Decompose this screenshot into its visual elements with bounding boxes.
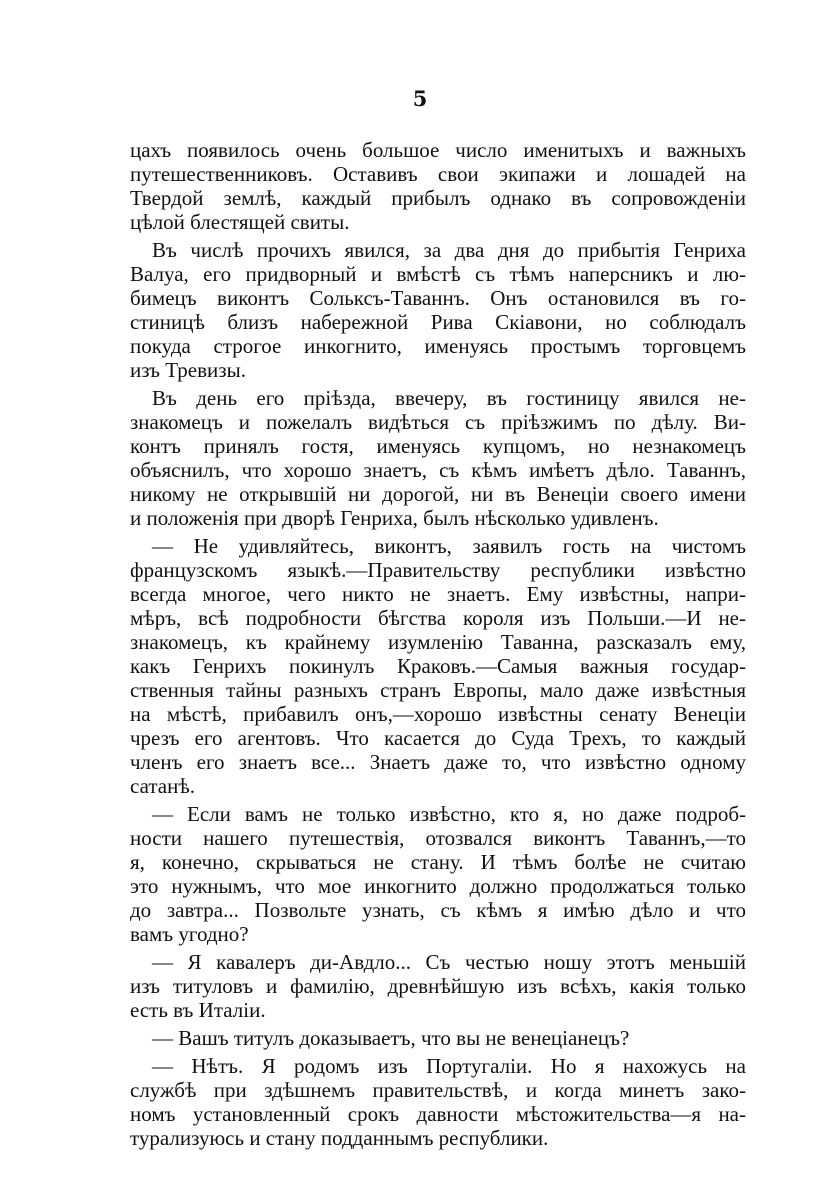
text-line: контъ принялъ гостя, именуясь купцомъ, но незнакомецъ [130,434,746,458]
paragraph [130,802,746,946]
text-line: сатанѣ. [130,774,195,798]
paragraph [130,238,746,382]
text-line: вамъ угодно? [130,922,249,946]
text-line: ственныя тайны разныхъ странъ Европы, мало даже извѣстныя [130,678,746,702]
text-line: Въ день его пріѣзда, ввечеру, въ гостиницу явился не- [152,386,746,410]
text-line: Въ числѣ прочихъ явился, за два дня до прибытія Генриха [152,238,746,262]
text-line: чрезъ его агентовъ. Что касается до Суда Трехъ, то каждый [130,726,746,750]
text-line: изъ титуловъ и фамилію, древнѣйшую изъ всѣхъ, какія только [130,974,746,998]
text-line: членъ его знаетъ все... Знаетъ даже то, что извѣстно одному [130,750,746,774]
paragraph [130,138,746,234]
text-line: — Вашъ титулъ доказываетъ, что вы не венеціанецъ? [152,1026,630,1050]
text-line: французскомъ языкѣ.—Правительству республики извѣстно [130,558,746,582]
text-line: до завтра... Позвольте узнать, съ кѣмъ я имѣю дѣло и что [130,898,746,922]
text-line: — Я кавалеръ ди-Авдло... Съ честью ношу этотъ меньшій [152,950,746,974]
text-line: цѣлой блестящей свиты. [130,210,350,234]
text-line: никому не открывшій ни дорогой, ни въ Венеціи своего имени [130,482,746,506]
text-line: и положенія при дворѣ Генриха, былъ нѣсколько удивленъ. [130,506,659,530]
text-line: службѣ при здѣшнемъ правительствѣ, и когда минетъ зако- [130,1078,746,1102]
text-line: Твердой землѣ, каждый прибылъ однако въ сопровожденіи [130,186,746,210]
text-line: — Нѣтъ. Я родомъ изъ Португаліи. Но я нахожусь на [152,1054,746,1078]
text-line: есть въ Италіи. [130,998,266,1022]
text-line: турализуюсь и стану подданнымъ республики. [130,1126,549,1150]
text-line: объяснилъ, что хорошо знаетъ, съ кѣмъ имѣетъ дѣло. Таваннъ, [130,458,746,482]
text-line: ности нашего путешествія, отозвался виконтъ Таваннъ,—то [130,826,746,850]
text-line: я, конечно, скрываться не стану. И тѣмъ болѣе не считаю [130,850,746,874]
text-line: это нужнымъ, что мое инкогнито должно продолжаться только [130,874,746,898]
paragraph [130,1054,746,1150]
text-line: знакомецъ и пожелалъ видѣться съ пріѣзжимъ по дѣлу. Ви- [130,410,746,434]
text-line: какъ Генрихъ покинулъ Краковъ.—Самыя важныя государ- [130,654,746,678]
text-line: цахъ появилось очень большое число именитыхъ и важныхъ [130,138,746,162]
paragraph [130,386,746,530]
page-number: 5 [412,86,428,111]
paragraph [130,534,746,798]
text-line: мѣръ, всѣ подробности бѣгства короля изъ Польши.—И не- [130,606,746,630]
text-line: на мѣстѣ, прибавилъ онъ,—хорошо извѣстны сенату Венеціи [130,702,746,726]
text-line: Валуа, его придворный и вмѣстѣ съ тѣмъ наперсникъ и лю- [130,262,746,286]
text-line: покуда строгое инкогнито, именуясь простымъ торговцемъ [130,334,746,358]
text-line: номъ установленный срокъ давности мѣстожительства—я на- [130,1102,746,1126]
text-line: путешественниковъ. Оставивъ свои экипажи и лошадей на [130,162,746,186]
text-line: бимецъ виконтъ Сольксъ-Таваннъ. Онъ остановился въ го- [130,286,746,310]
text-line: — Не удивляйтесь, виконтъ, заявилъ гость на чистомъ [152,534,746,558]
text-line: стиницѣ близъ набережной Рива Скіавони, но соблюдалъ [130,310,746,334]
text-line: знакомецъ, къ крайнему изумленію Таванна, разсказалъ ему, [130,630,746,654]
paragraph [130,950,746,1022]
paragraph [130,1026,746,1050]
text-line: всегда многое, чего никто не знаетъ. Ему извѣстны, напри- [130,582,746,606]
text-line: изъ Тревизы. [130,358,246,382]
body-text [130,138,746,1150]
text-line: — Если вамъ не только извѣстно, кто я, но даже подроб- [152,802,746,826]
